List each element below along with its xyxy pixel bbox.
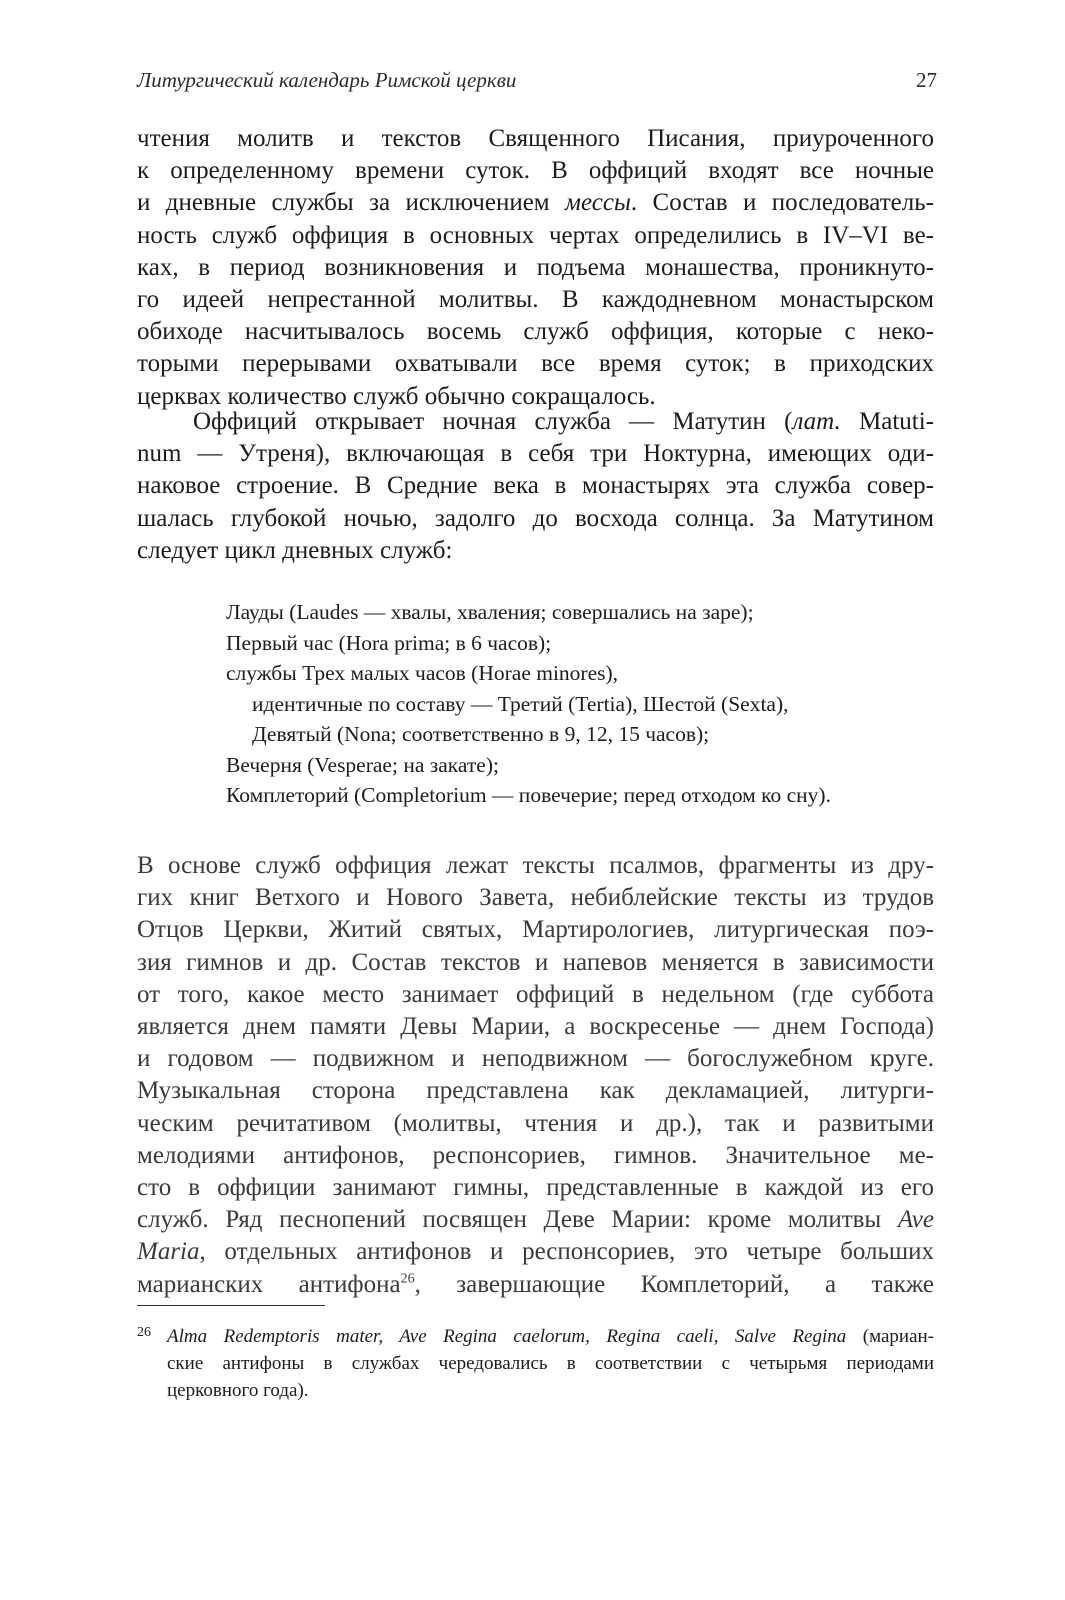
- text-line: наковое строение. В Средние века в монастырях эта служба совер-: [137, 472, 934, 500]
- running-header: [137, 68, 937, 102]
- text-line: от того, какое место занимает оффиций в недельном (где суббота: [137, 980, 934, 1008]
- footnote-number: 26: [137, 1325, 151, 1340]
- footnote-26: [137, 1323, 934, 1404]
- text-line: сто в оффиции занимают гимны, представленные в каждой из его: [137, 1174, 934, 1202]
- text-line: является днем памяти Девы Марии, а воскресенье — днем Господа): [137, 1013, 934, 1041]
- text-segment: служб. Ряд песнопений посвящен Деве Марии: кроме молитвы: [137, 1206, 898, 1234]
- italic-term-missa: мессы: [565, 189, 631, 217]
- text-line: зия гимнов и др. Состав текстов и напевов меняется в зависимости: [137, 948, 934, 976]
- footnote-line: церковного года).: [167, 1380, 309, 1401]
- footnote-divider: [137, 1305, 325, 1306]
- day-hours-list: [226, 597, 946, 811]
- text-line: [137, 187, 934, 219]
- text-line: мелодиями антифонов, респонсориев, гимнов. Значительное ме-: [137, 1141, 934, 1169]
- text-segment: Оффиций открывает ночная служба — Матутин (: [193, 408, 793, 435]
- text-line: ность служб оффиция в основных чертах определились в IV–VI ве-: [137, 221, 934, 249]
- text-line: го идеей непрестанной молитвы. В каждодневном монастырском: [137, 286, 934, 314]
- paragraph-matins: [137, 406, 934, 567]
- footnote-line: ские антифоны в службах чередовались в соответствии с четырьмя периодами: [167, 1353, 934, 1374]
- running-title: Литургический календарь Римской церкви: [137, 68, 517, 92]
- text-line: ческим речитативом (молитвы, чтения и др.), так и развитыми: [137, 1109, 934, 1137]
- text-line: шалась глубокой ночью, задолго до восхода солнца. За Матутином: [137, 504, 934, 532]
- text-line: обиходе насчитывалось восемь служб оффиция, которые с неко-: [137, 318, 934, 346]
- italic-ave: Ave: [897, 1206, 934, 1234]
- text-line: ках, в период возникновения и подъема монашества, проникнуто-: [137, 253, 934, 281]
- text-segment: , завершающие Комплеторий, а также: [414, 1270, 934, 1298]
- text-line: и годовом — подвижном и неподвижном — богослужебном круге.: [137, 1045, 934, 1073]
- list-item-lauds: Лауды (Laudes — хвалы, хваления; совершались на заре);: [226, 600, 754, 624]
- list-item-minor-hours: службы Трех малых часов (Horae minores),: [226, 661, 619, 685]
- text-line: следует цикл дневных служб:: [137, 536, 453, 564]
- footnote-reference[interactable]: 26: [400, 1271, 415, 1287]
- italic-maria: Maria: [137, 1238, 200, 1266]
- text-segment: , отдельных антифонов и респонсориев, это четыре больших: [199, 1238, 934, 1266]
- text-segment: (мариан-: [846, 1326, 935, 1347]
- text-line: церквах количество служб обычно сокращалось.: [137, 382, 656, 410]
- text-line: чтения молитв и текстов Священного Писания, приуроченного: [137, 125, 934, 152]
- list-item-minor-hours-cont: идентичные по составу — Третий (Tertia), Шестой (Sexta),: [252, 691, 789, 716]
- text-line: к определенному времени суток. В оффиций входят все ночные: [137, 157, 934, 185]
- text-line: num — Утреня), включающая в себя три Ноктурна, имеющих оди-: [137, 440, 934, 468]
- text-line: Отцов Церкви, Житий святых, Мартирологиев, литургическая поэ-: [137, 916, 934, 944]
- text-line: [137, 1236, 934, 1268]
- text-line: [137, 1269, 934, 1301]
- text-line: [137, 406, 934, 438]
- text-line: гих книг Ветхого и Нового Завета, небиблейские тексты из трудов: [137, 884, 934, 912]
- list-item-prime: Первый час (Hora prima; в 6 часов);: [226, 630, 552, 655]
- text-line: Музыкальная сторона представлена как декламацией, литурги-: [137, 1077, 934, 1105]
- list-item-vespers: Вечерня (Vesperae; на закате);: [226, 752, 499, 777]
- page-number: 27: [916, 68, 937, 92]
- paragraph-office-texts: [137, 850, 934, 1301]
- text-line: торыми перерывами охватывали все время суток; в приходских: [137, 350, 934, 378]
- list-item-compline: Комплеторий (Completorium — повечерие; перед отходом ко сну).: [226, 783, 831, 807]
- italic-abbrev-lat: лат.: [792, 408, 841, 435]
- paragraph-office-definition: [137, 123, 934, 413]
- text-segment: и дневные службы за исключением: [137, 189, 566, 217]
- list-item-minor-hours-cont: Девятый (Nona; соответственно в 9, 12, 15 часов);: [252, 722, 710, 746]
- text-segment: марианских антифона: [137, 1270, 401, 1298]
- text-line: [137, 1204, 934, 1236]
- text-line: В основе служб оффиция лежат тексты псалмов, фрагменты из дру-: [137, 852, 934, 879]
- footnote-antiphon-titles: Alma Redemptoris mater, Ave Regina caelorum, Regina caeli, Salve Regina: [167, 1326, 847, 1347]
- footnote-line: [137, 1323, 934, 1350]
- text-segment: Matuti-: [840, 408, 934, 435]
- text-segment: . Состав и последователь-: [630, 189, 934, 217]
